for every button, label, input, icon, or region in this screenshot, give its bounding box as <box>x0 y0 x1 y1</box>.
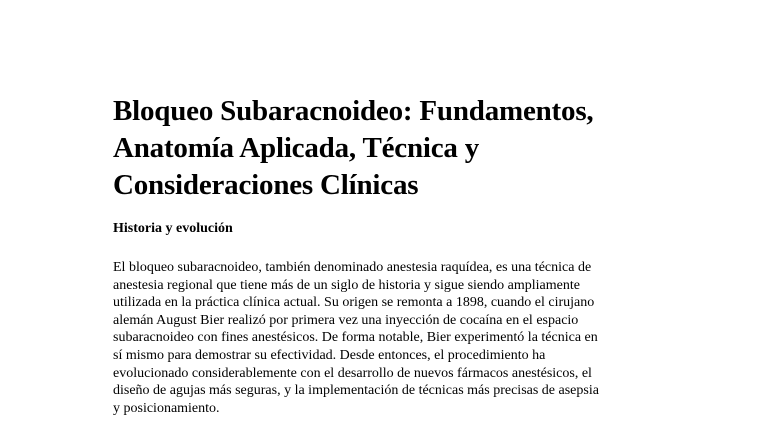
paragraph-line: y posicionamiento. <box>113 400 220 416</box>
title-line: Consideraciones Clínicas <box>113 169 419 201</box>
paragraph-line: diseño de agujas más seguras, y la implementación de técnicas más precisas de asepsia <box>113 383 599 399</box>
paragraph-line: subaracnoideo con fines anestésicos. De forma notable, Bier experimentó la técnica en <box>113 330 598 346</box>
section-heading: Historia y evolución <box>113 221 233 236</box>
paragraph-line: evolucionado considerablemente con el desarrollo de nuevos fármacos anestésicos, el <box>113 365 592 381</box>
paragraph-line: anestesia regional que tiene más de un siglo de historia y sigue siendo ampliamente <box>113 277 580 293</box>
document-title <box>113 93 673 204</box>
title-line: Bloqueo Subaracnoideo: Fundamentos, <box>113 95 594 127</box>
paragraph-line: El bloqueo subaracnoideo, también denominado anestesia raquídea, es una técnica de <box>113 260 592 275</box>
paragraph-line: sí mismo para demostrar su efectividad. Desde entonces, el procedimiento ha <box>113 347 546 363</box>
title-line: Anatomía Aplicada, Técnica y <box>113 132 480 164</box>
paragraph-line: alemán August Bier realizó por primera vez una inyección de cocaína en el espacio <box>113 312 579 328</box>
body-paragraph <box>113 259 673 417</box>
paragraph-line: utilizada en la práctica clínica actual. Su origen se remonta a 1898, cuando el cirujano <box>113 295 595 311</box>
